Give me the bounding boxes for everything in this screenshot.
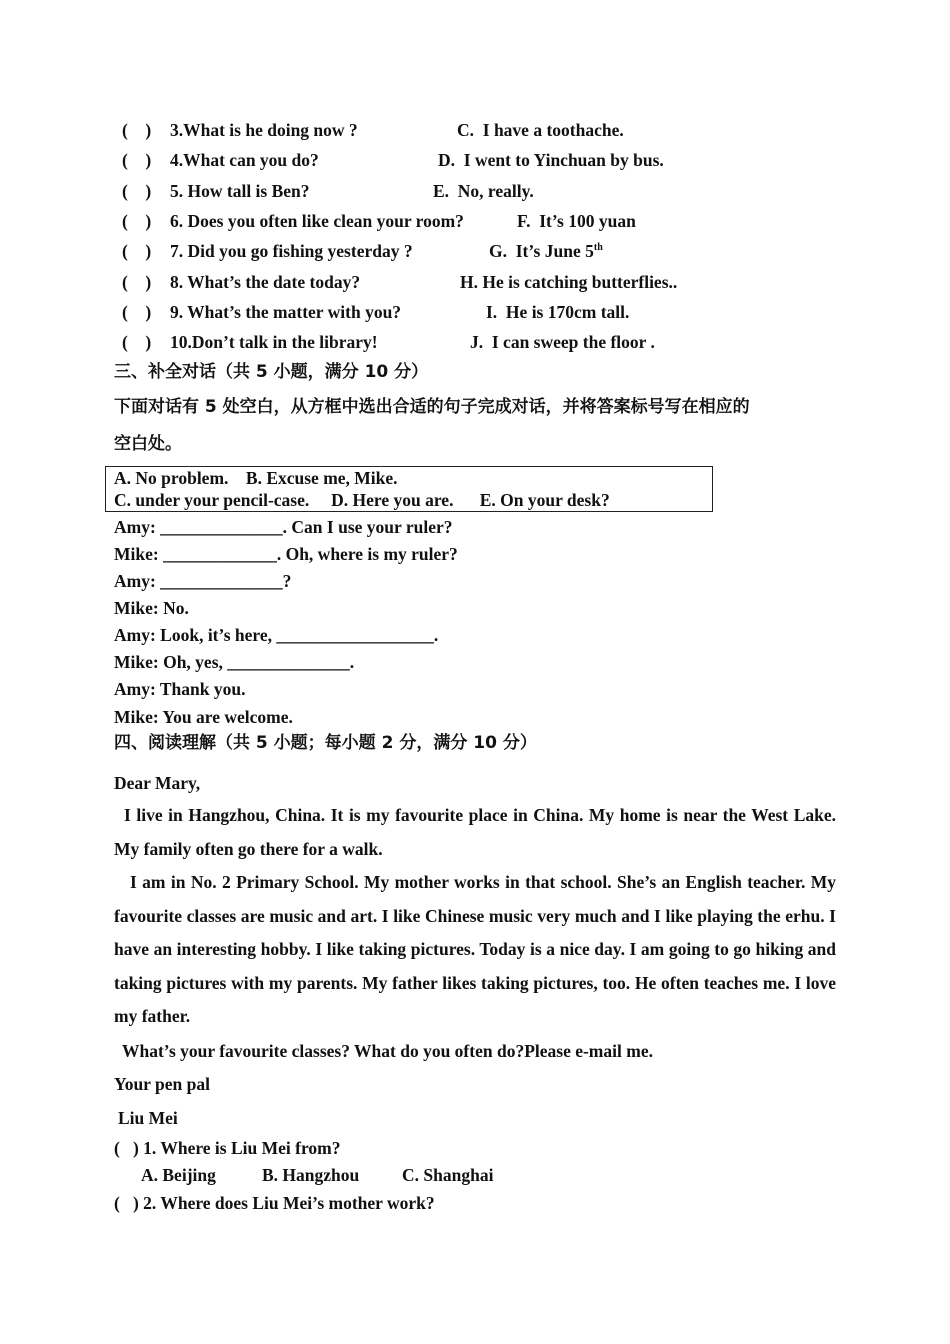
dialogue-line[interactable]: Mike: _____________. Oh, where is my ruler? — [114, 544, 458, 564]
options-line-1: A. No problem. B. Excuse me, Mike. — [114, 468, 398, 488]
question-1[interactable]: ( ) 1. Where is Liu Mei from? — [114, 1138, 341, 1158]
dialogue-line[interactable]: Amy: ______________. Can I use your ruler? — [114, 517, 453, 537]
q1-option-c[interactable]: C. Shanghai — [402, 1165, 494, 1185]
answer-bracket[interactable]: ( ) — [122, 272, 152, 292]
answer-option: F. It’s 100 yuan — [517, 211, 636, 231]
answer-option: I. He is 170cm tall. — [486, 302, 630, 322]
options-line-2: C. under your pencil-case. D. Here you are. E. On your desk? — [114, 490, 610, 510]
answer-bracket[interactable]: ( ) — [122, 302, 152, 322]
answer-bracket[interactable]: ( ) — [122, 332, 152, 352]
answer-option: D. I went to Yinchuan by bus. — [438, 150, 664, 170]
answer-option: J. I can sweep the floor . — [470, 332, 655, 352]
dialogue-line: Amy: Thank you. — [114, 679, 246, 699]
answer-option — [489, 241, 603, 262]
question-2[interactable]: ( ) 2. Where does Liu Mei’s mother work? — [114, 1193, 435, 1213]
answer-bracket[interactable]: ( ) — [122, 211, 152, 231]
letter-paragraph-2: I am in No. 2 Primary School. My mother works in that school. She’s an English teacher. My favourite classes are music and art. I like Chinese music very much and I like playing the erhu. I have an interesting hobby. I like taking pictures. Today is a nice day. I am going to go hiking and taking pictures with my parents. My father likes taking pictures, too. He often teaches me. I love my father. — [114, 872, 836, 1026]
section3-instruction-cont: 空白处。 — [114, 434, 182, 454]
question-text: 5. How tall is Ben? — [170, 181, 310, 201]
letter-paragraph-3: What’s your favourite classes? What do you often do?Please e-mail me. — [122, 1041, 653, 1061]
question-text: 6. Does you often like clean your room? — [170, 211, 464, 231]
section4-heading: 四、阅读理解（共 5 小题；每小题 2 分，满分 10 分） — [114, 733, 537, 753]
answer-bracket[interactable]: ( ) — [122, 241, 152, 261]
answer-option: H. He is catching butterflies.. — [460, 272, 678, 292]
dialogue-line[interactable]: Amy: Look, it’s here, __________________. — [114, 625, 439, 645]
question-text: 3.What is he doing now ? — [170, 120, 358, 140]
dialogue-line[interactable]: Amy: ______________? — [114, 571, 292, 591]
question-text: 7. Did you go fishing yesterday ? — [170, 241, 413, 261]
q1-option-a[interactable]: A. Beijing — [141, 1165, 216, 1185]
letter-signature: Liu Mei — [118, 1108, 178, 1128]
question-text: 8. What’s the date today? — [170, 272, 361, 292]
letter-paragraph-1: I live in Hangzhou, China. It is my favourite place in China. My home is near the West Lake. My family often go there for a walk. — [114, 805, 836, 859]
letter-greeting: Dear Mary, — [114, 773, 201, 793]
section3-instruction: 下面对话有 5 处空白，从方框中选出合适的句子完成对话，并将答案标号写在相应的 — [114, 397, 750, 417]
superscript: th — [593, 242, 603, 254]
dialogue-line[interactable]: Mike: Oh, yes, ______________. — [114, 652, 355, 672]
answer-bracket[interactable]: ( ) — [122, 120, 152, 140]
q1-option-b[interactable]: B. Hangzhou — [262, 1165, 360, 1185]
dialogue-line: Mike: No. — [114, 598, 189, 618]
answer-bracket[interactable]: ( ) — [122, 150, 152, 170]
answer-bracket[interactable]: ( ) — [122, 181, 152, 201]
section3-heading: 三、补全对话（共 5 小题，满分 10 分） — [114, 362, 429, 382]
answer-option-text: G. It’s June 5 — [489, 241, 594, 261]
dialogue-line: Mike: You are welcome. — [114, 707, 293, 727]
question-text: 9. What’s the matter with you? — [170, 302, 402, 322]
letter-closing: Your pen pal — [114, 1074, 210, 1094]
answer-option: C. I have a toothache. — [457, 120, 624, 140]
answer-option: E. No, really. — [433, 181, 534, 201]
question-text: 10.Don’t talk in the library! — [170, 332, 378, 352]
question-text: 4.What can you do? — [170, 150, 319, 170]
options-box — [105, 466, 713, 512]
